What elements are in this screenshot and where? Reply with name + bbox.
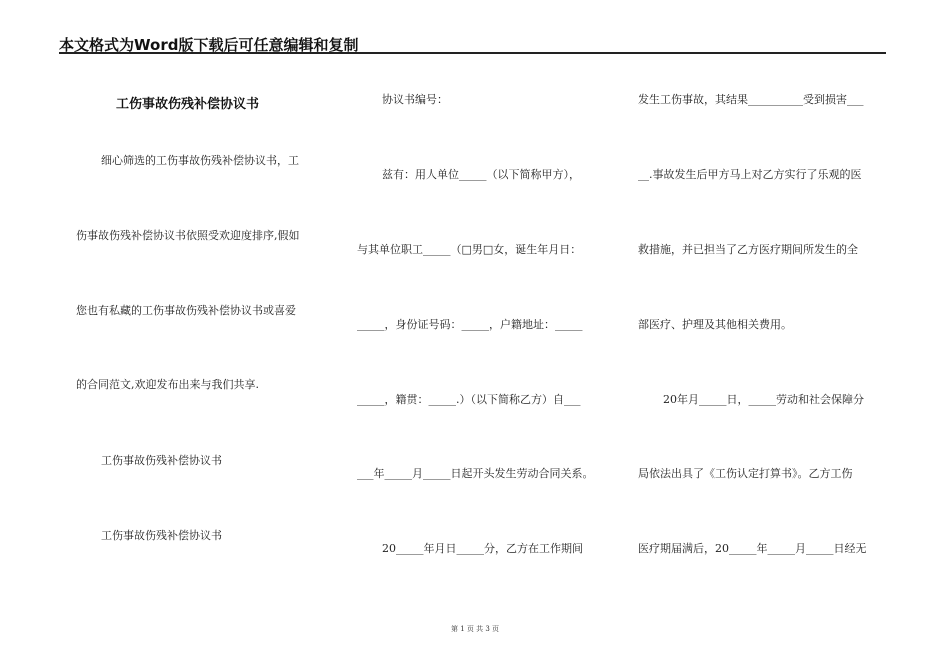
paragraph-line: 局依法出具了《工伤认定打算书》。乙方工伤 bbox=[638, 467, 853, 480]
section-heading: 工伤事故伤残补偿协议书 bbox=[101, 454, 222, 467]
paragraph-line: 医疗期届满后，20_____年_____月_____日经无 bbox=[638, 542, 867, 555]
header-banner: 本文格式为Word版下载后可任意编辑和复制 bbox=[59, 36, 359, 54]
paragraph-line: _____，身份证号码：_____，户籍地址：_____ bbox=[357, 318, 583, 331]
section-heading: 工伤事故伤残补偿协议书 bbox=[101, 529, 222, 542]
paragraph-line: 20_____年月日_____分，乙方在工作期间 bbox=[382, 542, 583, 555]
paragraph-line: 兹有：用人单位_____（以下简称甲方）， bbox=[382, 168, 580, 181]
agreement-number-label: 协议书编号： bbox=[382, 93, 448, 106]
paragraph-line: 与其单位职工_____（□男□女，诞生年月日： bbox=[357, 243, 582, 256]
paragraph-line: 部医疗、护理及其他相关费用。 bbox=[638, 318, 792, 331]
paragraph-line: _____，籍贯：_____.）（以下简称乙方）自___ bbox=[357, 393, 581, 406]
paragraph-line: 您也有私藏的工伤事故伤残补偿协议书或喜爱 bbox=[76, 304, 296, 317]
paragraph-line: __.事故发生后甲方马上对乙方实行了乐观的医 bbox=[638, 168, 862, 181]
header-divider bbox=[59, 52, 886, 54]
paragraph-line: 救措施，并已担当了乙方医疗期间所发生的全 bbox=[638, 243, 858, 256]
paragraph-line: 伤事故伤残补偿协议书依照受欢迎度排序,假如 bbox=[76, 229, 300, 242]
paragraph-line: ___年_____月_____日起开头发生劳动合同关系。 bbox=[357, 467, 594, 480]
page-number: 第 1 页 共 3 页 bbox=[450, 625, 500, 633]
paragraph-line: 细心筛选的工伤事故伤残补偿协议书，工 bbox=[101, 154, 299, 167]
paragraph-line: 发生工伤事故，其结果__________受到损害___ bbox=[638, 93, 864, 106]
paragraph-line: 20年月_____日，_____劳动和社会保障分 bbox=[663, 393, 864, 406]
document-title: 工伤事故伤残补偿协议书 bbox=[116, 97, 260, 112]
paragraph-line: 的合同范文,欢迎发布出来与我们共享. bbox=[76, 378, 259, 391]
